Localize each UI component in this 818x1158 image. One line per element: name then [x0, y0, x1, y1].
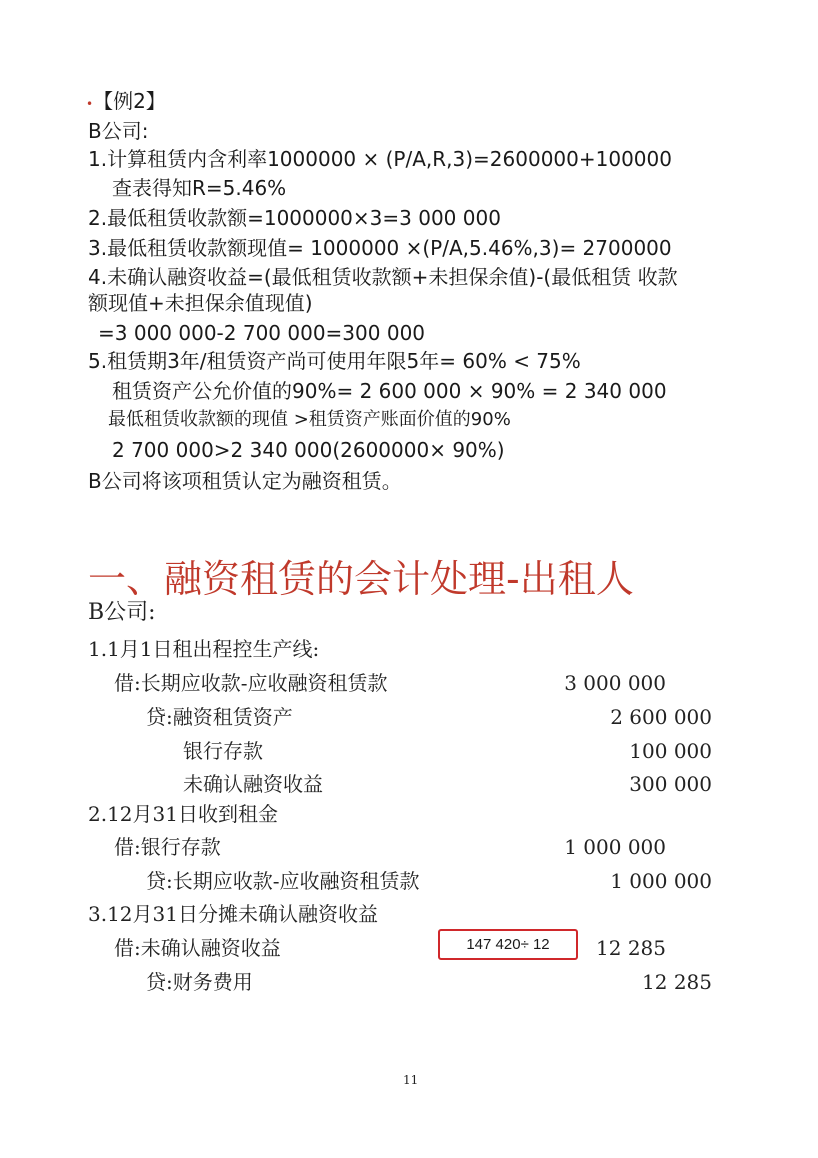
example-line-10: 最低租赁收款额的现值 >租赁资产账面价值的90% [108, 409, 511, 430]
example-line-6: 额现值+未担保余值现值) [88, 291, 313, 315]
entry-2-credit: 贷:长期应收款-应收融资租赁款 [146, 869, 420, 893]
entry-3-credit: 贷:财务费用 [146, 970, 253, 994]
example-company: B公司: [88, 119, 149, 143]
bullet-icon: • [86, 97, 94, 111]
example-line-1: 1.计算租赁内含利率1000000 × (P/A,R,3)=2600000+100000 [88, 147, 672, 171]
entry-1-heading: 1.1月1日租出程控生产线: [88, 637, 320, 661]
entry-1-debit: 借:长期应收款-应收融资租赁款 [114, 671, 388, 695]
callout-text: 147 420÷ 12 [466, 936, 550, 953]
entry-1-credit-2-amount: 100 000 [629, 739, 712, 763]
entry-1-debit-amount: 3 000 000 [564, 671, 666, 695]
entry-3-debit: 借:未确认融资收益 [114, 936, 281, 960]
entry-3-debit-amount: 12 285 [596, 936, 666, 960]
entry-3-heading: 3.12月31日分摊未确认融资收益 [88, 902, 378, 926]
entry-1-credit-3-amount: 300 000 [629, 772, 712, 796]
calculation-callout [438, 929, 578, 960]
example-line-4: 3.最低租赁收款额现值= 1000000 ×(P/A,5.46%,3)= 2700000 [88, 236, 672, 260]
example-line-5: 4.未确认融资收益=(最低租赁收款额+未担保余值)-(最低租赁 收款 [88, 265, 678, 289]
section-title: 一、融资租赁的会计处理-出租人 [88, 557, 634, 601]
entry-2-credit-amount: 1 000 000 [610, 869, 712, 893]
entry-2-debit-amount: 1 000 000 [564, 835, 666, 859]
entry-2-heading: 2.12月31日收到租金 [88, 802, 278, 826]
example-line-2: 查表得知R=5.46% [112, 176, 287, 200]
example-heading-line [86, 88, 166, 117]
entry-1-credit-2: 银行存款 [183, 739, 263, 763]
example-line-7: =3 000 000-2 700 000=300 000 [98, 321, 426, 345]
example-line-11: 2 700 000>2 340 000(2600000× 90%) [112, 438, 505, 462]
example-conclusion: B公司将该项租赁认定为融资租赁。 [88, 469, 402, 493]
example-line-8: 5.租赁期3年/租赁资产尚可使用年限5年= 60% < 75% [88, 349, 581, 373]
section-company: B公司: [88, 600, 156, 625]
entry-1-credit-amount: 2 600 000 [610, 705, 712, 729]
entry-1-credit: 贷:融资租赁资产 [146, 705, 293, 729]
entry-2-debit: 借:银行存款 [114, 835, 221, 859]
example-heading: 【例2】 [93, 89, 166, 113]
example-line-9: 租赁资产公允价值的90%= 2 600 000 × 90% = 2 340 000 [112, 379, 667, 403]
example-line-3: 2.最低租赁收款额=1000000×3=3 000 000 [88, 206, 501, 230]
entry-1-credit-3: 未确认融资收益 [183, 772, 323, 796]
entry-3-credit-amount: 12 285 [642, 970, 712, 994]
page-number: 11 [403, 1073, 419, 1087]
